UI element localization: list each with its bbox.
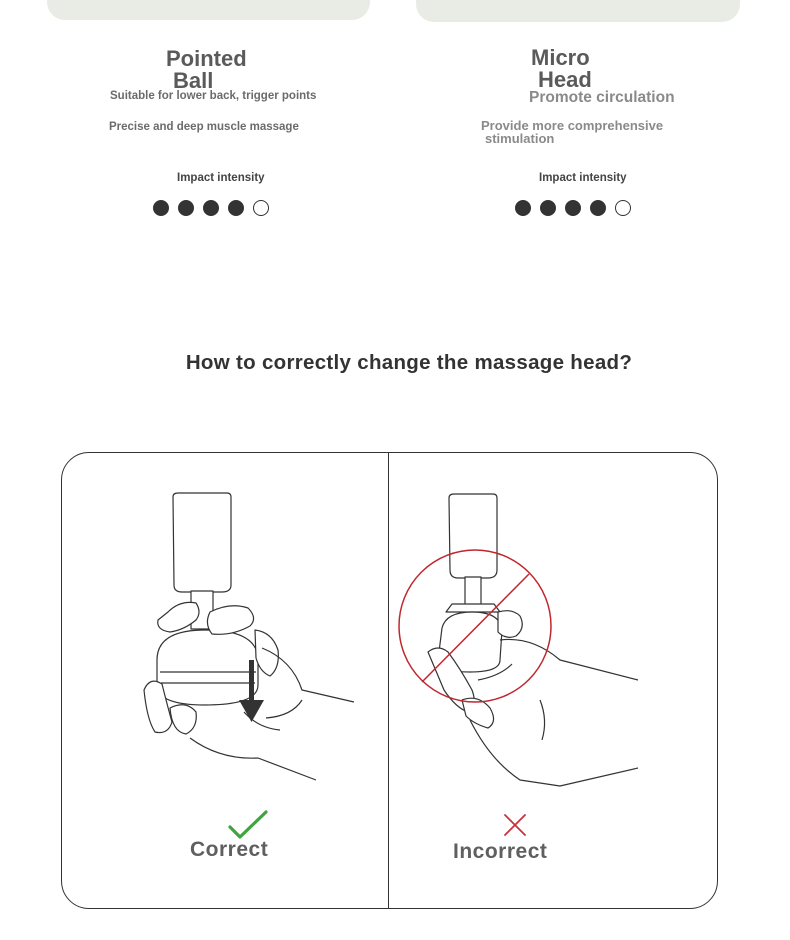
micro-head-title-line1: Micro <box>531 45 590 70</box>
micro-head-impact-label: Impact intensity <box>539 172 627 184</box>
incorrect-label: Incorrect <box>453 840 548 863</box>
pointed-ball-title-line2: Ball <box>173 68 214 93</box>
micro-head-desc-2: Provide more comprehensive <box>481 118 664 133</box>
micro-head-desc-3: stimulation <box>485 131 555 146</box>
micro-head-desc-1: Promote circulation <box>529 89 675 106</box>
micro-head-title-line2: Head <box>538 67 592 92</box>
red-cross-icon <box>502 812 528 838</box>
pointed-ball-desc-1: Suitable for lower back, trigger points <box>110 90 317 102</box>
pointed-ball-desc-2: Precise and deep muscle massage <box>109 121 299 133</box>
how-to-change-heading: How to correctly change the massage head? <box>185 351 633 374</box>
correct-label: Correct <box>190 838 269 861</box>
pointed-ball-title-line1: Pointed <box>166 46 247 71</box>
green-checkmark-icon <box>228 810 268 840</box>
pointed-ball-impact-label: Impact intensity <box>177 172 265 184</box>
